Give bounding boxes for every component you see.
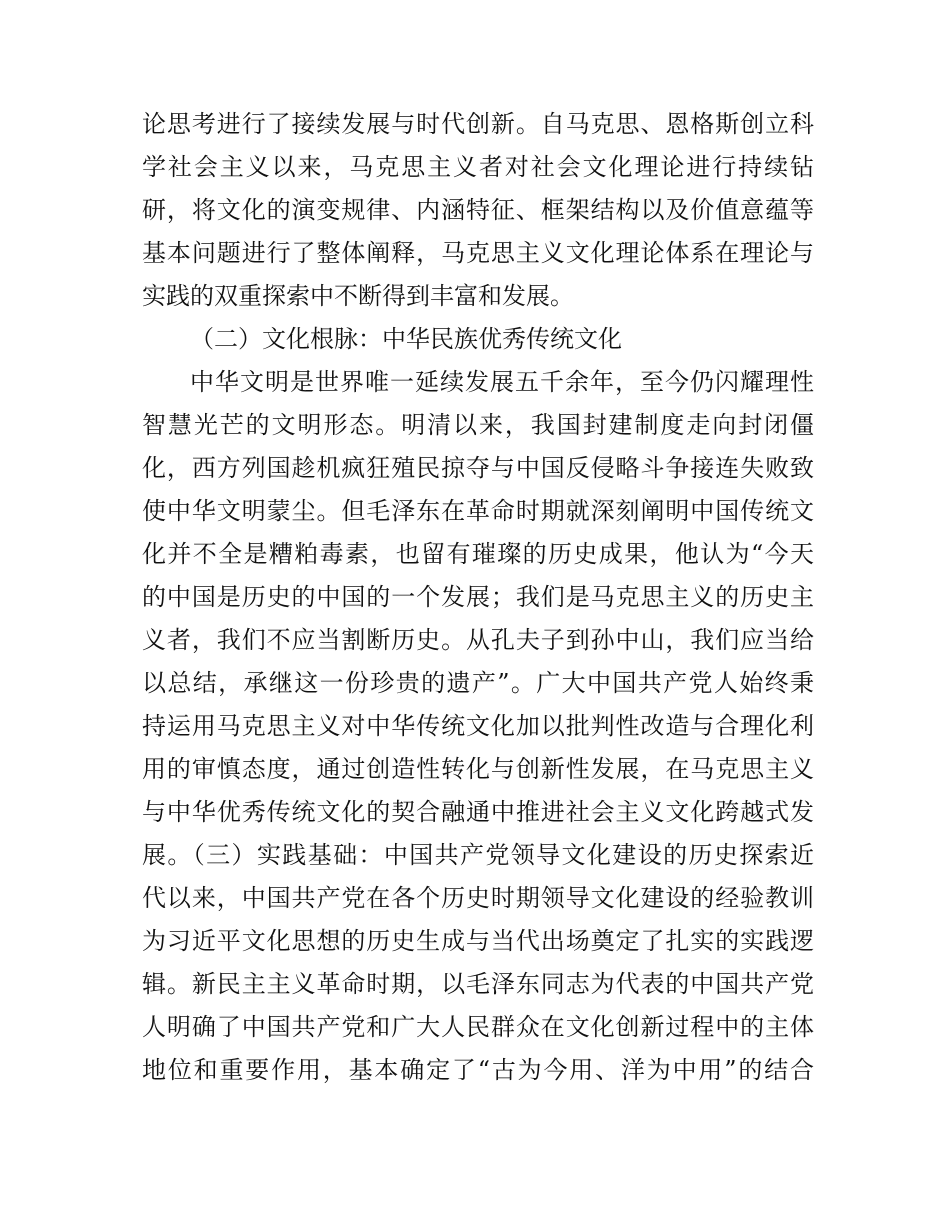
body-text — [142, 103, 814, 1092]
text-line: 人明确了中国共产党和广大人民群众在文化创新过程中的主体 — [142, 1013, 814, 1041]
text-line: 使中华文明蒙尘。但毛泽东在革命时期就深刻阐明中国传统文 — [142, 497, 814, 525]
text-line: 以总结，承继这一份珍贵的遗产”。广大中国共产党人始终秉 — [142, 669, 814, 697]
text-line: 化，西方列国趁机疯狂殖民掠夺与中国反侵略斗争接连失败致 — [142, 454, 814, 482]
text-line: 论思考进行了接续发展与时代创新。自马克思、恩格斯创立科 — [142, 110, 814, 138]
text-line: 学社会主义以来，马克思主义者对社会文化理论进行持续钻 — [142, 153, 814, 181]
text-line: 辑。新民主主义革命时期，以毛泽东同志为代表的中国共产党 — [142, 970, 814, 998]
text-line: 持运用马克思主义对中华传统文化加以批判性改造与合理化利 — [142, 712, 814, 740]
text-line: 地位和重要作用，基本确定了“古为今用、洋为中用”的结合 — [142, 1056, 814, 1084]
text-line: 基本问题进行了整体阐释，马克思主义文化理论体系在理论与 — [142, 239, 814, 267]
text-line: 代以来，中国共产党在各个历史时期领导文化建设的经验教训 — [142, 884, 814, 912]
text-line: 为习近平文化思想的历史生成与当代出场奠定了扎实的实践逻 — [142, 927, 814, 955]
text-line: 展。（三）实践基础：中国共产党领导文化建设的历史探索近 — [142, 841, 814, 869]
text-line: 义者，我们不应当割断历史。从孔夫子到孙中山，我们应当给 — [142, 626, 814, 654]
text-line: 与中华优秀传统文化的契合融通中推进社会主义文化跨越式发 — [142, 798, 814, 826]
text-line: 智慧光芒的文明形态。明清以来，我国封建制度走向封闭僵 — [142, 411, 814, 439]
text-line: 用的审慎态度，通过创造性转化与创新性发展，在马克思主义 — [142, 755, 814, 783]
text-line: 实践的双重探索中不断得到丰富和发展。 — [142, 282, 574, 310]
text-line: 化并不全是糟粕毒素，也留有璀璨的历史成果，他认为“今天 — [142, 540, 814, 568]
text-line: 中华文明是世界唯一延续发展五千余年，至今仍闪耀理性 — [190, 368, 814, 396]
text-line: 的中国是历史的中国的一个发展；我们是马克思主义的历史主 — [142, 583, 814, 611]
section-heading: （二）文化根脉：中华民族优秀传统文化 — [190, 325, 622, 353]
text-line: 研，将文化的演变规律、内涵特征、框架结构以及价值意蕴等 — [142, 196, 814, 224]
